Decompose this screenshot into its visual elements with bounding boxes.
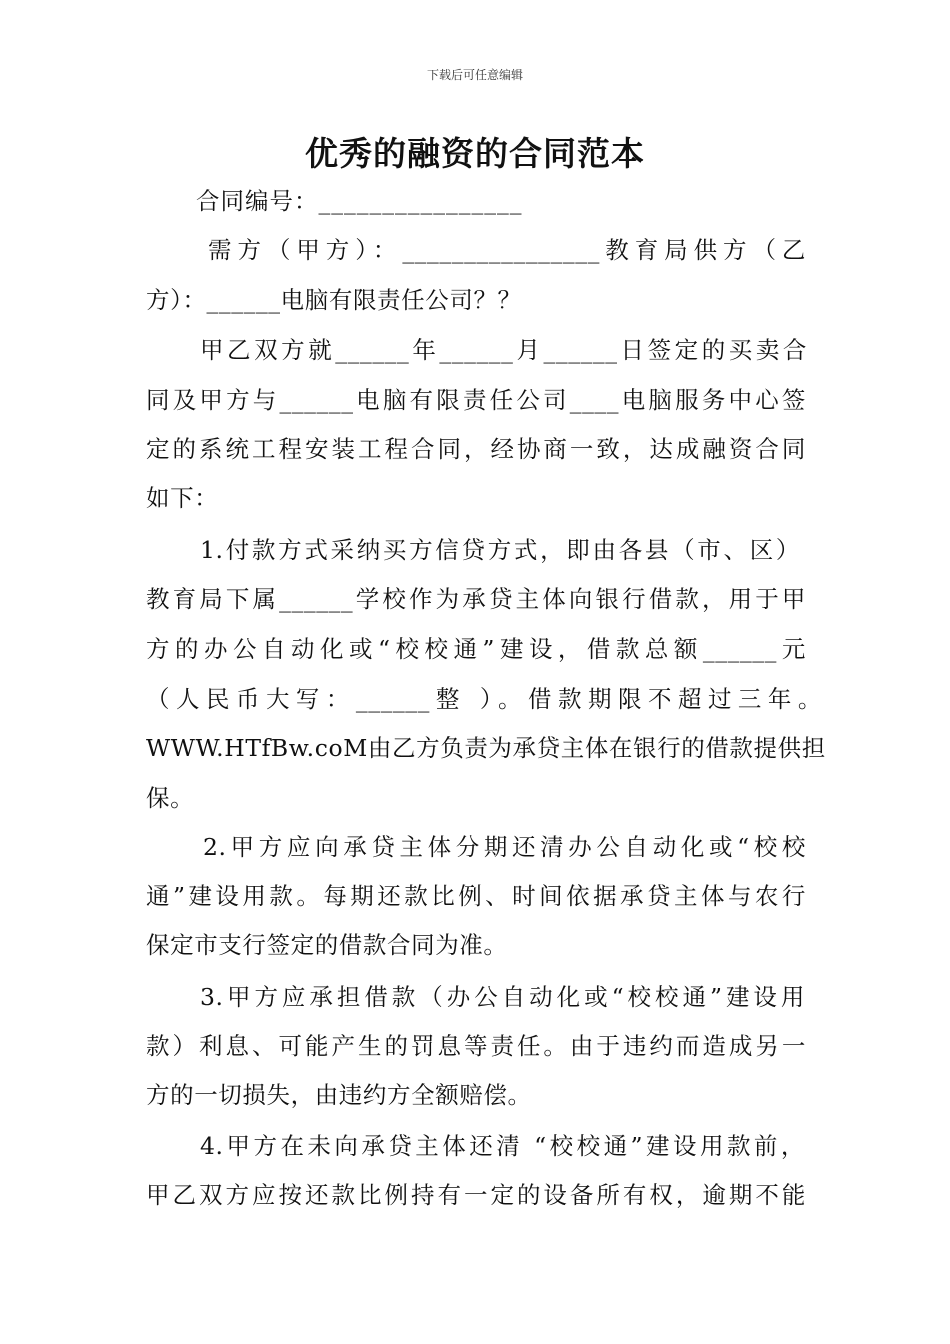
- body-line: 3.甲方应承担借款（办公自动化或“校校通”建设用: [200, 983, 805, 1011]
- body-line: 甲乙双方就______年______月______日签定的买卖合: [200, 336, 807, 364]
- body-line: 甲乙双方应按还款比例持有一定的设备所有权，逾期不能: [146, 1181, 806, 1209]
- body-line: 方的办公自动化或“校校通”建设，借款总额______元: [146, 635, 806, 663]
- body-line: 需方（甲方）：________________教育局供方（乙: [208, 236, 806, 264]
- header-note: 下载后可任意编辑: [426, 68, 523, 82]
- body-line: 保定市支行签定的借款合同为准。: [146, 931, 508, 959]
- body-line: 教育局下属______学校作为承贷主体向银行借款，用于甲: [146, 585, 806, 613]
- document-title: 优秀的融资的合同范本: [305, 134, 645, 173]
- body-line: 1.付款方式采纳买方信贷方式，即由各县（市、区）: [200, 536, 800, 564]
- body-line: 同及甲方与______电脑有限责任公司____电脑服务中心签: [146, 386, 806, 414]
- body-line: 方）：______电脑有限责任公司？？: [146, 286, 522, 314]
- body-line: 4.甲方在未向承贷主体还清 “校校通”建设用款前，: [200, 1132, 805, 1160]
- body-line: 保。: [146, 784, 195, 812]
- body-line: 如下：: [146, 484, 219, 512]
- body-line: WWW.HTfBw.coM由乙方负责为承贷主体在银行的借款提供担: [146, 734, 826, 762]
- body-line: 定的系统工程安装工程合同，经协商一致，达成融资合同: [146, 435, 806, 463]
- body-line: 款）利息、可能产生的罚息等责任。由于违约而造成另一: [146, 1032, 806, 1060]
- contract-number-line: 合同编号：________________: [196, 187, 523, 215]
- body-line: 通”建设用款。每期还款比例、时间依据承贷主体与农行: [146, 882, 806, 910]
- body-line: 2.甲方应向承贷主体分期还清办公自动化或“校校: [203, 833, 806, 861]
- body-line: 方的一切损失，由违约方全额赔偿。: [146, 1081, 532, 1109]
- body-line: （人民币大写：______整 ）。借款期限不超过三年。: [146, 685, 822, 713]
